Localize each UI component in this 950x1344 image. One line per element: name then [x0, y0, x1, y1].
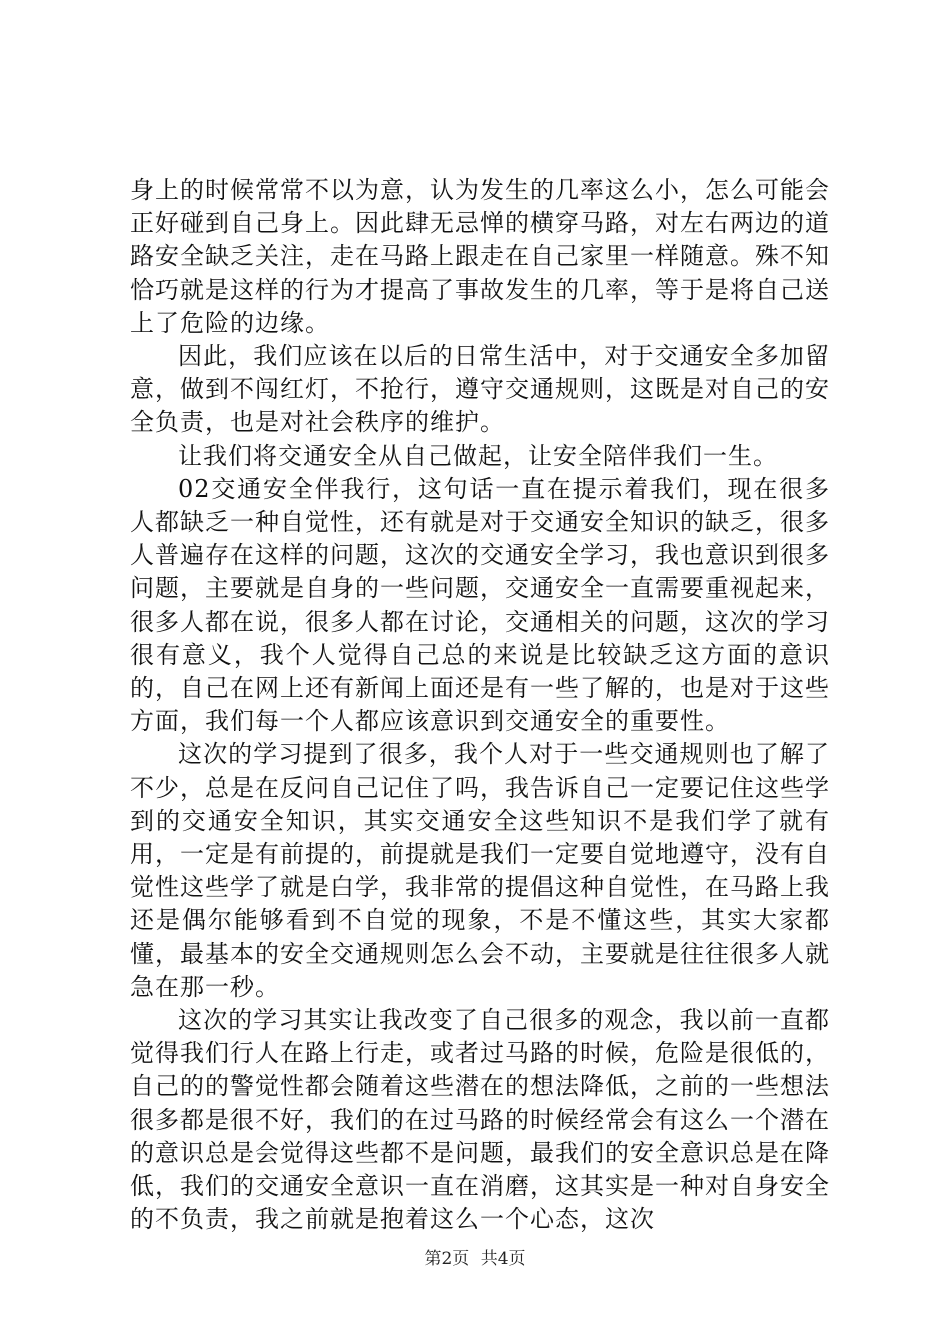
- paragraph: 02交通安全伴我行，这句话一直在提示着我们，现在很多人都缺乏一种自觉性，还有就是对于交通安全知识的缺乏，很多人普遍存在这样的问题，这次的交通安全学习，我也意识到很多问题，主要就是自身的一些问题，交通安全一直需要重视起来，很多人都在说，很多人都在讨论，交通相关的问题，这次的学习很有意义，我个人觉得自己总的来说是比较缺乏这方面的意识的，自己在网上还有新闻上面还是有一些了解的，也是对于这些方面，我们每一个人都应该意识到交通安全的重要性。: [130, 474, 830, 736]
- paragraph: 让我们将交通安全从自己做起，让安全陪伴我们一生。: [178, 441, 778, 470]
- document-body: [130, 174, 830, 1237]
- paragraph: 因此，我们应该在以后的日常生活中，对于交通安全多加留意，做到不闯红灯，不抢行，遵守交通规则，这既是对自己的安全负责，也是对社会秩序的维护。: [130, 342, 830, 437]
- paragraph-continuation: 身上的时候常常不以为意，认为发生的几率这么小，怎么可能会正好碰到自己身上。因此肆无忌惮的横穿马路，对左右两边的道路安全缺乏关注，走在马路上跟走在自己家里一样随意。殊不知恰巧就是这样的行为才提高了事故发生的几率，等于是将自己送上了危险的边缘。: [130, 176, 830, 337]
- paragraph: 这次的学习提到了很多，我个人对于一些交通规则也了解了不少，总是在反问自己记住了吗，我告诉自己一定要记住这些学到的交通安全知识，其实交通安全这些知识不是我们学了就有用，一定是有前提的，前提就是我们一定要自觉地遵守，没有自觉性这些学了就是白学，我非常的提倡这种自觉性，在马路上我还是偶尔能够看到不自觉的现象，不是不懂这些，其实大家都懂，最基本的安全交通规则怎么会不动，主要就是往往很多人就急在那一秒。: [130, 740, 830, 1001]
- page-number: 第2页: [424, 1249, 470, 1269]
- paragraph: 这次的学习其实让我改变了自己很多的观念，我以前一直都觉得我们行人在路上行走，或者过马路的时候，危险是很低的，自己的的警觉性都会随着这些潜在的想法降低，之前的一些想法很多都是很不好，我们的在过马路的时候经常会有这么一个潜在的意识总是会觉得这些都不是问题，最我们的安全意识总是在降低，我们的交通安全意识一直在消磨，这其实是一种对自身安全的不负责，我之前就是抱着这么一个心态，这次: [130, 1006, 830, 1234]
- page-total: 共4页: [480, 1249, 526, 1269]
- page-footer: [0, 1244, 950, 1269]
